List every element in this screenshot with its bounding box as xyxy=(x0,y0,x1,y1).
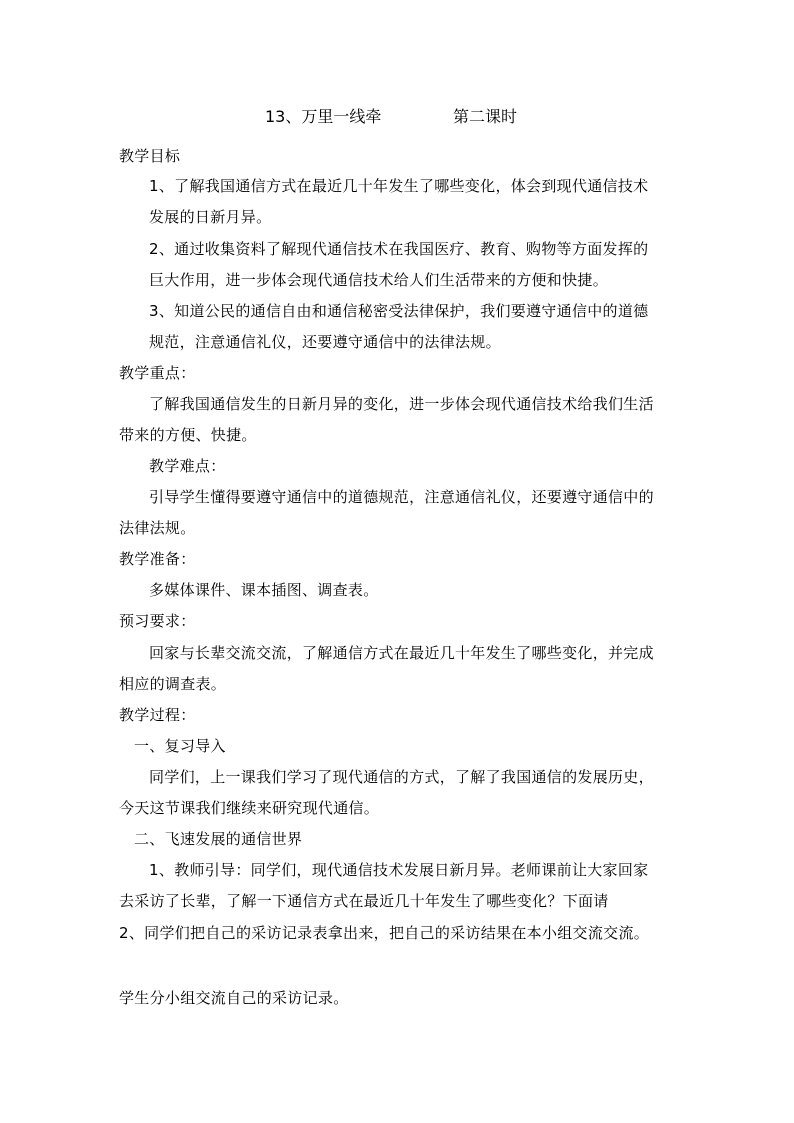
preparation-line1: 多媒体课件、课本插图、调查表。 xyxy=(149,581,379,599)
part2-step1-line1: 1、教师引导：同学们，现代通信技术发展日新月异。老师课前让大家回家 xyxy=(149,861,649,879)
part2-step2-line1: 2、同学们把自己的采访记录表拿出来，把自己的采访结果在本小组交流交流。 xyxy=(119,924,650,942)
objective-3-line2: 规范，注意通信礼仪，还要遵守通信中的法律法规。 xyxy=(149,333,501,351)
lesson-title-name: 13、万里一线牵 xyxy=(265,107,382,126)
lesson-period: 第二课时 xyxy=(453,107,518,126)
key-points-line2: 带来的方便、快捷。 xyxy=(119,426,257,444)
part1-line1: 同学们，上一课我们学习了现代通信的方式，了解了我国通信的发展历史， xyxy=(149,768,654,786)
part2-step3-line1: 学生分小组交流自己的采访记录。 xyxy=(119,989,349,1007)
preview-line1: 回家与长辈交流交流，了解通信方式在最近几十年发生了哪些变化，并完成 xyxy=(149,644,654,662)
difficulties-line2: 法律法规。 xyxy=(119,519,196,537)
part1-heading: 一、复习导入 xyxy=(134,737,226,755)
process-heading: 教学过程： xyxy=(119,706,196,724)
objectives-heading: 教学目标 xyxy=(119,147,181,165)
difficulties-heading: 教学难点： xyxy=(149,457,226,475)
objective-1-line2: 发展的日新月异。 xyxy=(149,208,272,226)
part2-step1-line2: 去采访了长辈，了解一下通信方式在最近几十年发生了哪些变化？下面请 xyxy=(119,892,609,910)
objective-3-line1: 3、知道公民的通信自由和通信秘密受法律保护，我们要遵守通信中的道德 xyxy=(149,302,649,320)
objective-2-line2: 巨大作用，进一步体会现代通信技术给人们生活带来的方便和快捷。 xyxy=(149,271,609,289)
difficulties-line1: 引导学生懂得要遵守通信中的道德规范，注意通信礼仪，还要遵守通信中的 xyxy=(149,488,654,506)
part2-heading: 二、飞速发展的通信世界 xyxy=(134,830,303,848)
objective-1-line1: 1、了解我国通信方式在最近几十年发生了哪些变化，体会到现代通信技术 xyxy=(149,177,649,195)
preview-heading: 预习要求： xyxy=(119,612,196,630)
key-points-line1: 了解我国通信发生的日新月异的变化，进一步体会现代通信技术给我们生活 xyxy=(149,395,654,413)
preparation-heading: 教学准备： xyxy=(119,550,196,568)
key-points-heading: 教学重点： xyxy=(119,364,196,382)
preview-line2: 相应的调查表。 xyxy=(119,675,227,693)
part1-line2: 今天这节课我们继续来研究现代通信。 xyxy=(119,799,380,817)
objective-2-line1: 2、通过收集资料了解现代通信技术在我国医疗、教育、购物等方面发挥的 xyxy=(149,240,649,258)
